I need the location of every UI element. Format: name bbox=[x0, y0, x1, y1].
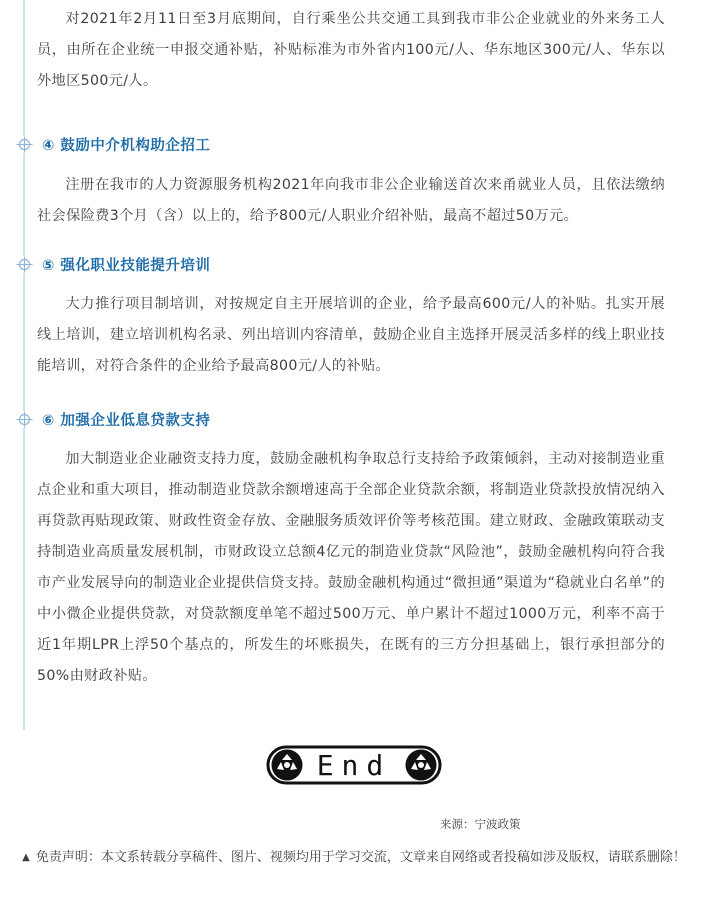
crosshair-circle-icon bbox=[16, 256, 33, 273]
section-paragraph: 加大制造业企业融资支持力度，鼓励金融机构争取总行支持给予政策倾斜，主动对接制造业重点企业和重大项目，推动制造业贷款余额增速高于全部企业贷款余额，将制造业贷款投放情况纳入再贷款再贴现政策、财政性资金存放、金融服务质效评价等考核范围。建立财政、金融政策联动支持制造业高质量发展机制，市财政设立总额4亿元的制造业贷款“风险池”，鼓励金融机构向符合我市产业发展导向的制造业企业提供信贷支持。鼓励金融机构通过“微担通”渠道为“稳就业白名单”的中小微企业提供贷款，对贷款额度单笔不超过500万元、单户累计不超过1000万元，利率不高于近1年期LPR上浮50个基点的，所发生的坏账损失，在既有的三方分担基础上，银行承担部分的50%由财政补贴。 bbox=[37, 451, 665, 684]
crosshair-circle-icon bbox=[16, 136, 33, 153]
intro-paragraph: 对2021年2月11日至3月底期间，自行乘坐公共交通工具到我市非公企业就业的外来务工人员，由所在企业统一申报交通补贴，补贴标准为市外省内100元/人、华东地区300元/人、华东以外地区500元/人。 bbox=[37, 11, 665, 89]
section-title: ④ 鼓励中介机构助企招工 bbox=[42, 137, 211, 154]
film-reel-icon bbox=[404, 748, 438, 782]
section-title: ⑤ 强化职业技能提升培训 bbox=[42, 257, 211, 274]
triangle-icon: ▲ bbox=[22, 852, 30, 863]
section-paragraph: 大力推行项目制培训，对按规定自主开展培训的企业，给予最高600元/人的补贴。扎实开展线上培训，建立培训机构名录、列出培训内容清单，鼓励企业自主选择开展灵活多样的线上职业技能培训，对符合条件的企业给予最高800元/人的补贴。 bbox=[37, 296, 665, 374]
end-label: End bbox=[316, 749, 392, 782]
source-credit: 来源：宁波政策 bbox=[440, 817, 521, 831]
crosshair-circle-icon bbox=[16, 411, 33, 428]
section-title: ⑥ 加强企业低息贷款支持 bbox=[42, 412, 211, 429]
section-heading-training bbox=[16, 251, 210, 277]
section-paragraph: 注册在我市的人力资源服务机构2021年向我市非公企业输送首次来甬就业人员，且依法缴纳社会保险费3个月（含）以上的，给予800元/人职业介绍补贴，最高不超过50万元。 bbox=[37, 177, 665, 224]
timeline-line bbox=[23, 0, 25, 730]
disclaimer bbox=[12, 844, 696, 871]
section-heading-loans bbox=[16, 406, 210, 432]
disclaimer-text: 免责声明：本文系转载分享稿件、图片、视频均用于学习交流，文章来自网络或者投稿如涉及版权，请联系删除！ bbox=[35, 850, 686, 865]
end-badge bbox=[266, 744, 442, 786]
film-reel-icon bbox=[270, 748, 304, 782]
section-heading-intermediary bbox=[16, 131, 210, 157]
